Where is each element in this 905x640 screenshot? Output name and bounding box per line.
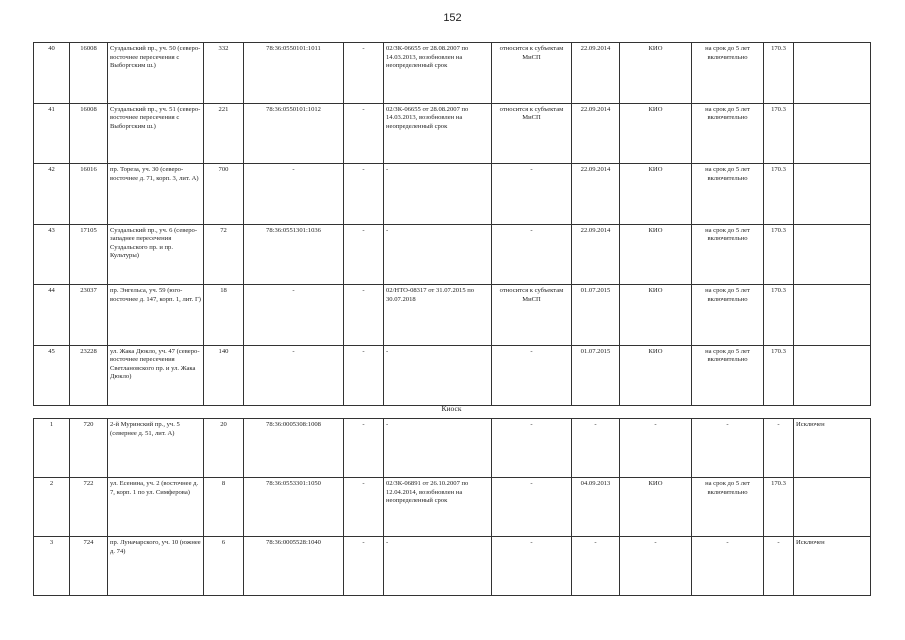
cell-row-number: 43 (34, 224, 70, 285)
section-title: Киоск (441, 404, 462, 413)
cell-cadastral-number: - (244, 285, 344, 346)
cell-contract: 02/ЗК-06655 от 28.08.2007 по 14.03.2013, возобновлен на неопределенный срок (384, 43, 492, 104)
cell-decision-date: 04.09.2013 (572, 478, 620, 537)
cell-note (794, 285, 871, 346)
cell-rate: 170.3 (764, 478, 794, 537)
cell-rate: - (764, 419, 794, 478)
cell-authority: КИО (620, 43, 692, 104)
cell-object-code: 16016 (70, 164, 108, 225)
cell-note: Исключен (794, 537, 871, 596)
cell-object-code: 722 (70, 478, 108, 537)
cell-address: пр. Луначарского, уч. 10 (южнее д. 74) (108, 537, 204, 596)
cell-area: 8 (204, 478, 244, 537)
cell-area: 221 (204, 103, 244, 164)
cell-note (794, 43, 871, 104)
cell-decision-date: 22.09.2014 (572, 43, 620, 104)
cell-rate: 170.3 (764, 345, 794, 406)
cell-object-code: 23037 (70, 285, 108, 346)
cell-col-6: - (344, 478, 384, 537)
table-row (34, 537, 871, 596)
cell-note (794, 164, 871, 225)
cell-smb-status: - (492, 537, 572, 596)
cell-cadastral-number: 78:36:0005308:1008 (244, 419, 344, 478)
cell-term: на срок до 5 лет включительно (692, 478, 764, 537)
cell-col-6: - (344, 537, 384, 596)
cell-decision-date: 01.07.2015 (572, 285, 620, 346)
cell-area: 6 (204, 537, 244, 596)
cell-authority: КИО (620, 164, 692, 225)
cell-term: на срок до 5 лет включительно (692, 103, 764, 164)
cell-contract: - (384, 345, 492, 406)
cell-contract: 02/ЗК-06655 от 28.08.2007 по 14.03.2013, возобновлен на неопределенный срок (384, 103, 492, 164)
cell-row-number: 41 (34, 103, 70, 164)
cell-rate: - (764, 537, 794, 596)
cell-contract: 02/ЗК-06891 от 26.10.2007 по 12.04.2014, возобновлен на неопределенный срок (384, 478, 492, 537)
cell-authority: КИО (620, 103, 692, 164)
cell-smb-status: - (492, 164, 572, 225)
table-upper (33, 42, 871, 406)
cell-cadastral-number: 78:36:0550101:1012 (244, 103, 344, 164)
cell-area: 140 (204, 345, 244, 406)
cell-rate: 170.3 (764, 164, 794, 225)
cell-authority: КИО (620, 285, 692, 346)
cell-rate: 170.3 (764, 224, 794, 285)
cell-object-code: 724 (70, 537, 108, 596)
cell-object-code: 16008 (70, 43, 108, 104)
table-row (34, 224, 871, 285)
cell-authority: КИО (620, 345, 692, 406)
cell-note (794, 224, 871, 285)
cell-note (794, 103, 871, 164)
cell-decision-date: 22.09.2014 (572, 224, 620, 285)
cell-rate: 170.3 (764, 285, 794, 346)
cell-col-6: - (344, 224, 384, 285)
cell-address: Суздальский пр., уч. 50 (северо-восточнее пересечения с Выборгским ш.) (108, 43, 204, 104)
cell-term: на срок до 5 лет включительно (692, 345, 764, 406)
cell-row-number: 42 (34, 164, 70, 225)
table-lower (33, 418, 871, 596)
cell-address: Суздальский пр., уч. 6 (северо-западнее пересечения Суздальского пр. и пр. Культуры) (108, 224, 204, 285)
cell-cadastral-number: 78:36:0553301:1050 (244, 478, 344, 537)
cell-cadastral-number: 78:36:0550101:1011 (244, 43, 344, 104)
cell-area: 332 (204, 43, 244, 104)
cell-smb-status: относится к субъектам МиСП (492, 103, 572, 164)
cell-area: 18 (204, 285, 244, 346)
cell-cadastral-number: - (244, 345, 344, 406)
cell-smb-status: - (492, 478, 572, 537)
cell-authority: КИО (620, 478, 692, 537)
cell-col-6: - (344, 43, 384, 104)
cell-rate: 170.3 (764, 43, 794, 104)
cell-note (794, 345, 871, 406)
cell-contract: - (384, 164, 492, 225)
cell-rate: 170.3 (764, 103, 794, 164)
table-row (34, 478, 871, 537)
cell-row-number: 1 (34, 419, 70, 478)
cell-area: 72 (204, 224, 244, 285)
cell-note: Исключен (794, 419, 871, 478)
cell-smb-status: относится к субъектам МиСП (492, 43, 572, 104)
cell-contract: - (384, 537, 492, 596)
cell-term: - (692, 537, 764, 596)
table-row (34, 103, 871, 164)
cell-address: пр. Энгельса, уч. 59 (юго-восточнее д. 147, корп. 1, лит. Г) (108, 285, 204, 346)
cell-authority: - (620, 537, 692, 596)
cell-smb-status: - (492, 419, 572, 478)
cell-smb-status: - (492, 345, 572, 406)
cell-contract: - (384, 419, 492, 478)
cell-term: - (692, 419, 764, 478)
cell-smb-status: относится к субъектам МиСП (492, 285, 572, 346)
cell-smb-status: - (492, 224, 572, 285)
cell-contract: - (384, 224, 492, 285)
cell-term: на срок до 5 лет включительно (692, 285, 764, 346)
cell-cadastral-number: 78:36:0551301:1036 (244, 224, 344, 285)
cell-col-6: - (344, 164, 384, 225)
cell-object-code: 720 (70, 419, 108, 478)
cell-decision-date: 22.09.2014 (572, 103, 620, 164)
cell-cadastral-number: - (244, 164, 344, 225)
cell-address: ул. Жака Дюкло, уч. 47 (северо-восточнее пересечения Светлановского пр. и ул. Жака Дюкло) (108, 345, 204, 406)
cell-note (794, 478, 871, 537)
cell-decision-date: - (572, 419, 620, 478)
cell-term: на срок до 5 лет включительно (692, 43, 764, 104)
table-row (34, 419, 871, 478)
cell-area: 700 (204, 164, 244, 225)
cell-object-code: 16008 (70, 103, 108, 164)
cell-col-6: - (344, 103, 384, 164)
cell-row-number: 3 (34, 537, 70, 596)
cell-term: на срок до 5 лет включительно (692, 164, 764, 225)
cell-row-number: 44 (34, 285, 70, 346)
table-row (34, 164, 871, 225)
cell-decision-date: 01.07.2015 (572, 345, 620, 406)
cell-object-code: 23228 (70, 345, 108, 406)
cell-authority: КИО (620, 224, 692, 285)
cell-address: Суздальский пр., уч. 51 (северо-восточнее пересечения с Выборгским ш.) (108, 103, 204, 164)
cell-decision-date: 22.09.2014 (572, 164, 620, 225)
cell-object-code: 17105 (70, 224, 108, 285)
cell-address: 2-й Муринский пр., уч. 5 (севернее д. 51, лит. А) (108, 419, 204, 478)
cell-decision-date: - (572, 537, 620, 596)
cell-address: пр. Тореза, уч. 30 (северо-восточнее д. 71, корп. 3, лит. А) (108, 164, 204, 225)
cell-address: ул. Есенина, уч. 2 (восточнее д. 7, корп. 1 по ул. Симферова) (108, 478, 204, 537)
table-row (34, 345, 871, 406)
table-row (34, 43, 871, 104)
cell-row-number: 2 (34, 478, 70, 537)
cell-area: 20 (204, 419, 244, 478)
cell-cadastral-number: 78:36:0005528:1040 (244, 537, 344, 596)
cell-authority: - (620, 419, 692, 478)
cell-col-6: - (344, 419, 384, 478)
page-number: 152 (443, 12, 462, 24)
cell-term: на срок до 5 лет включительно (692, 224, 764, 285)
table-row (34, 285, 871, 346)
cell-row-number: 40 (34, 43, 70, 104)
cell-col-6: - (344, 345, 384, 406)
cell-col-6: - (344, 285, 384, 346)
cell-contract: 02/НТО-08317 от 31.07.2015 по 30.07.2018 (384, 285, 492, 346)
cell-row-number: 45 (34, 345, 70, 406)
